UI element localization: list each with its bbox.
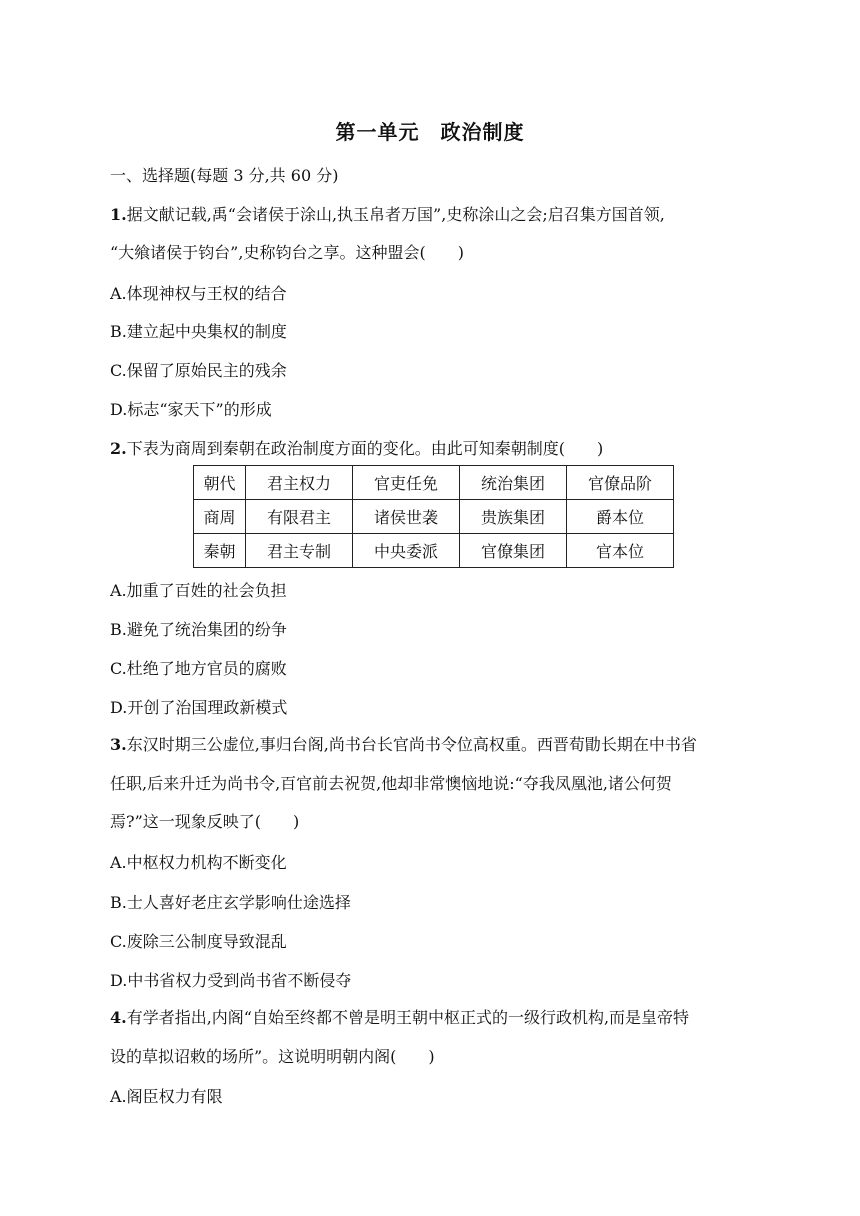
unit-title: 第一单元 政治制度 bbox=[335, 120, 525, 144]
table-cell: 官僚集团 bbox=[460, 534, 567, 568]
table-cell: 官本位 bbox=[567, 534, 674, 568]
table-header-row bbox=[194, 466, 674, 500]
question-text: 下表为商周到秦朝在政治制度方面的变化。由此可知秦朝制度( ) bbox=[126, 439, 604, 458]
question-text: 东汉时期三公虚位,事归台阁,尚书台长官尚书令位高权重。西晋荀勖长期在中书省 bbox=[126, 735, 697, 754]
table-header-cell: 官僚品阶 bbox=[567, 466, 674, 500]
option-d: D.开创了治国理政新模式 bbox=[110, 698, 288, 717]
option-a: A.体现神权与王权的结合 bbox=[110, 284, 287, 303]
table-cell: 有限君主 bbox=[246, 500, 353, 534]
question-number: 3. bbox=[110, 735, 127, 754]
table-cell: 秦朝 bbox=[194, 534, 246, 568]
question-number: 4. bbox=[110, 1008, 127, 1027]
comparison-table bbox=[193, 465, 674, 568]
option-a: A.中枢权力机构不断变化 bbox=[110, 853, 287, 872]
option-a: A.阁臣权力有限 bbox=[110, 1087, 223, 1106]
table-header-cell: 统治集团 bbox=[460, 466, 567, 500]
question-text: 有学者指出,内阁“自始至终都不曾是明王朝中枢正式的一级行政机构,而是皇帝特 bbox=[126, 1008, 690, 1027]
question-number: 2. bbox=[110, 439, 127, 458]
table-cell: 贵族集团 bbox=[460, 500, 567, 534]
section-heading: 一、选择题(每题 3 分,共 60 分) bbox=[110, 166, 339, 185]
table-cell: 诸侯世袭 bbox=[353, 500, 460, 534]
option-b: B.建立起中央集权的制度 bbox=[110, 322, 287, 341]
table-header-cell: 朝代 bbox=[194, 466, 246, 500]
table-row bbox=[194, 500, 674, 534]
table-header-cell: 君主权力 bbox=[246, 466, 353, 500]
question-3-line-2: 任职,后来升迁为尚书令,百官前去祝贺,他却非常懊恼地说:“夺我凤凰池,诸公何贺 bbox=[110, 774, 672, 793]
option-a: A.加重了百姓的社会负担 bbox=[110, 581, 287, 600]
option-c: C.保留了原始民主的残余 bbox=[110, 361, 287, 380]
question-text: 据文献记载,禹“会诸侯于涂山,执玉帛者万国”,史称涂山之会;启召集方国首领, bbox=[126, 205, 665, 224]
question-number: 1. bbox=[110, 205, 127, 224]
question-3-line-3: 焉?”这一现象反映了( ) bbox=[110, 812, 300, 831]
question-3-line-1 bbox=[110, 734, 697, 756]
question-1-line-1 bbox=[110, 204, 665, 226]
table-cell: 中央委派 bbox=[353, 534, 460, 568]
table-cell: 爵本位 bbox=[567, 500, 674, 534]
option-b: B.避免了统治集团的纷争 bbox=[110, 620, 287, 639]
option-d: D.中书省权力受到尚书省不断侵夺 bbox=[110, 971, 352, 990]
question-1-line-2: “大飨诸侯于钧台”,史称钧台之享。这种盟会( ) bbox=[110, 243, 464, 262]
question-4-line-1 bbox=[110, 1007, 689, 1029]
table-cell: 商周 bbox=[194, 500, 246, 534]
table-header-cell: 官吏任免 bbox=[353, 466, 460, 500]
question-4-line-2: 设的草拟诏敕的场所”。这说明明朝内阁( ) bbox=[110, 1047, 435, 1066]
table-row bbox=[194, 534, 674, 568]
option-b: B.士人喜好老庄玄学影响仕途选择 bbox=[110, 893, 351, 912]
option-c: C.废除三公制度导致混乱 bbox=[110, 932, 287, 951]
option-c: C.杜绝了地方官员的腐败 bbox=[110, 659, 287, 678]
table-cell: 君主专制 bbox=[246, 534, 353, 568]
option-d: D.标志“家天下”的形成 bbox=[110, 400, 272, 419]
question-2-line-1 bbox=[110, 438, 603, 460]
